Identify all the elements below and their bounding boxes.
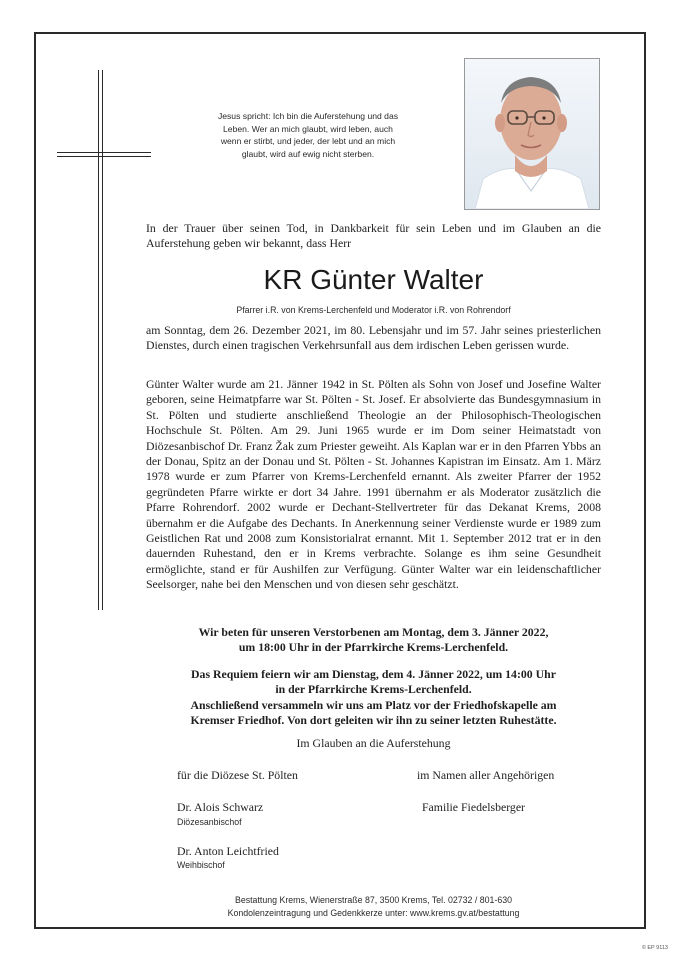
signature-family-name: Familie Fiedelsberger (422, 800, 525, 814)
signature-left-heading: für die Diözese St. Pölten (177, 768, 298, 782)
faith-line: Im Glauben an die Auferstehung (296, 736, 451, 750)
requiem-notice: Das Requiem feiern wir am Dienstag, dem 4. Jänner 2022, um 14:00 Uhr in der Pfarrkirche Krems-Lerchenfeld. Anschließend versammeln wir uns am Platz vor der Friedhofskapelle am Kremser Friedhof. Von dort geleiten wir ihn zu seiner letzten Ruhestätte. (190, 667, 557, 728)
signature-auxbishop-title: Weihbischof (177, 860, 225, 870)
portrait-photo (464, 58, 600, 210)
signature-auxbishop-name: Dr. Anton Leichtfried (177, 844, 279, 858)
biography: Günter Walter wurde am 21. Jänner 1942 in St. Pölten als Sohn von Josef und Josefine Walter geboren, seine Heimatpfarre war St. Pölten - St. Josef. Er absolvierte das Bundesgymnasium in St. Pölten und studierte anschließend Theologie an der Philosophisch-Theologischen Hochschule St. Pölten. Am 29. Juni 1965 wurde er im Dom seiner Heimatstadt von Diözesanbischof Dr. Franz Žak zum Priester geweiht. Als Kaplan war er in den Pfarren Ybbs an der Donau, Spitz an der Donau und St. Pölten - St. Johannes Kapistran im Einsatz. Am 1. März 1978 wurde er zum Pfarrer von Krems-Lerchenfeld ernannt. Als zweiter Pfarrer der 1952 gegründeten Pfarre wirkte er dort 34 Jahre. 1991 übernahm er als Moderator zusätzlich die Pfarre Rohrendorf. 2002 wurde er Dechant-Stellvertreter für das Dekanat Krems, 2008 übernahm er die Aufgabe des Dechants. In Anerkennung seiner Verdienste wurde er 1989 zum Geistlichen Rat und 2008 zum Konsistorialrat ernannt. Mit 1. September 2012 trat er in den dauernden Ruhestand, den er in Krems verbrachte. Solange es ihm seine Gesundheit ermöglichte, stand er für Aushilfen zur Verfügung. Günter Walter war ein leidenschaftlicher Seelsorger, nahe bei den Menschen und von diesen sehr geschätzt. (146, 377, 601, 592)
bible-verse: Jesus spricht: Ich bin die Auferstehung und das Leben. Wer an mich glaubt, wird leben, auch wenn er stirbt, und jeder, der lebt und an mich glaubt, wird auf ewig nicht sterben. (217, 111, 399, 159)
deceased-name: KR Günter Walter (263, 264, 484, 295)
signature-bishop-title: Diözesanbischof (177, 817, 242, 827)
intro-text: In der Trauer über seinen Tod, in Dankbarkeit für sein Leben und im Glauben an die Auferstehung geben wir bekannt, dass Herr (146, 221, 601, 251)
deceased-role: Pfarrer i.R. von Krems-Lerchenfeld und Moderator i.R. von Rohrendorf (236, 305, 511, 315)
print-code: © EP 9113 (641, 945, 668, 951)
signature-right-heading: im Namen aller Angehörigen (417, 768, 555, 782)
funeral-home-footer: Bestattung Krems, Wienerstraße 87, 3500 Krems, Tel. 02732 / 801-630 Kondolenzeintragung und Gedenkkerze unter: www.krems.gv.at/bestattung (227, 895, 520, 918)
death-notice: am Sonntag, dem 26. Dezember 2021, im 80. Lebensjahr und im 57. Jahr seines priesterlichen Dienstes, durch einen tragischen Verkehrsunfall aus dem irdischen Leben gerissen wurde. (146, 323, 601, 353)
prayer-notice: Wir beten für unseren Verstorbenen am Montag, dem 3. Jänner 2022, um 18:00 Uhr in der Pfarrkirche Krems-Lerchenfeld. (198, 625, 549, 655)
signature-bishop-name: Dr. Alois Schwarz (177, 800, 264, 814)
